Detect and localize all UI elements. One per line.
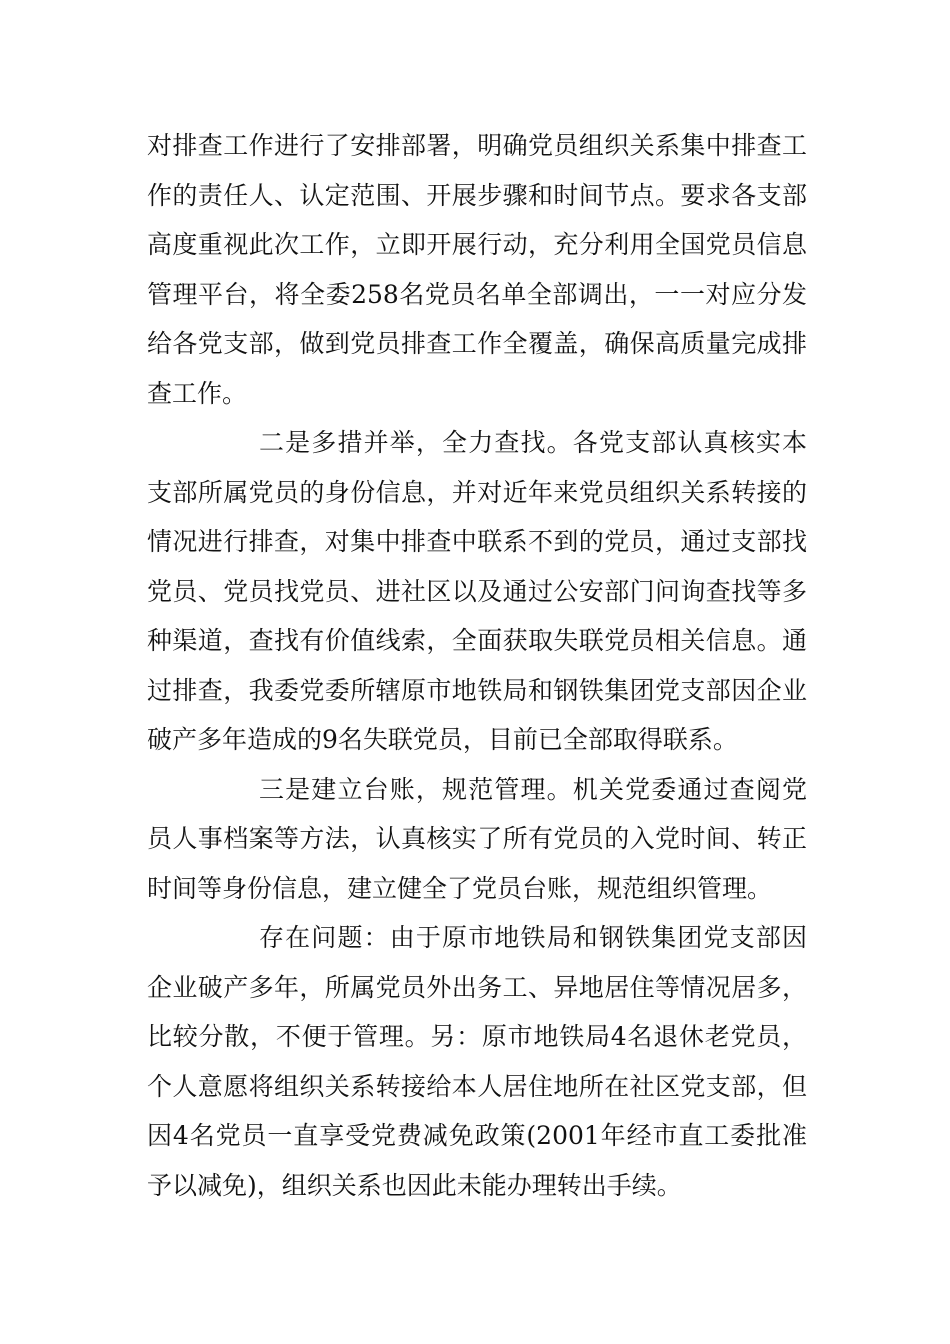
paragraph-existing-problems: 存在问题：由于原市地铁局和钢铁集团党支部因企业破产多年，所属党员外出务工、异地居住等情况居多，比较分散，不便于管理。另：原市地铁局4名退休老党员，个人意愿将组织关系转接给本人居住地所在社区党支部，但因4名党员一直享受党费减免政策(2001年经市直工委批准予以减免)，组织关系也因此未能办理转出手续。 xyxy=(147,923,807,1200)
paragraph-continuation: 对排查工作进行了安排部署，明确党员组织关系集中排查工作的责任人、认定范围、开展步骤和时间节点。要求各支部高度重视此次工作，立即开展行动，充分利用全国党员信息管理平台，将全委258名党员名单全部调出，一一对应分发给各党支部，做到党员排查工作全覆盖，确保高质量完成排查工作。 xyxy=(147,131,807,408)
paragraph-measure-two: 二是多措并举，全力查找。各党支部认真核实本支部所属党员的身份信息，并对近年来党员组织关系转接的情况进行排查，对集中排查中联系不到的党员，通过支部找党员、党员找党员、进社区以及通过公安部门问询查找等多种渠道，查找有价值线索，全面获取失联党员相关信息。通过排查，我委党委所辖原市地铁局和钢铁集团党支部因企业破产多年造成的9名失联党员，目前已全部取得联系。 xyxy=(147,428,807,754)
document-body xyxy=(147,121,807,1210)
paragraph-measure-three: 三是建立台账，规范管理。机关党委通过查阅党员人事档案等方法，认真核实了所有党员的入党时间、转正时间等身份信息，建立健全了党员台账，规范组织管理。 xyxy=(147,774,807,903)
